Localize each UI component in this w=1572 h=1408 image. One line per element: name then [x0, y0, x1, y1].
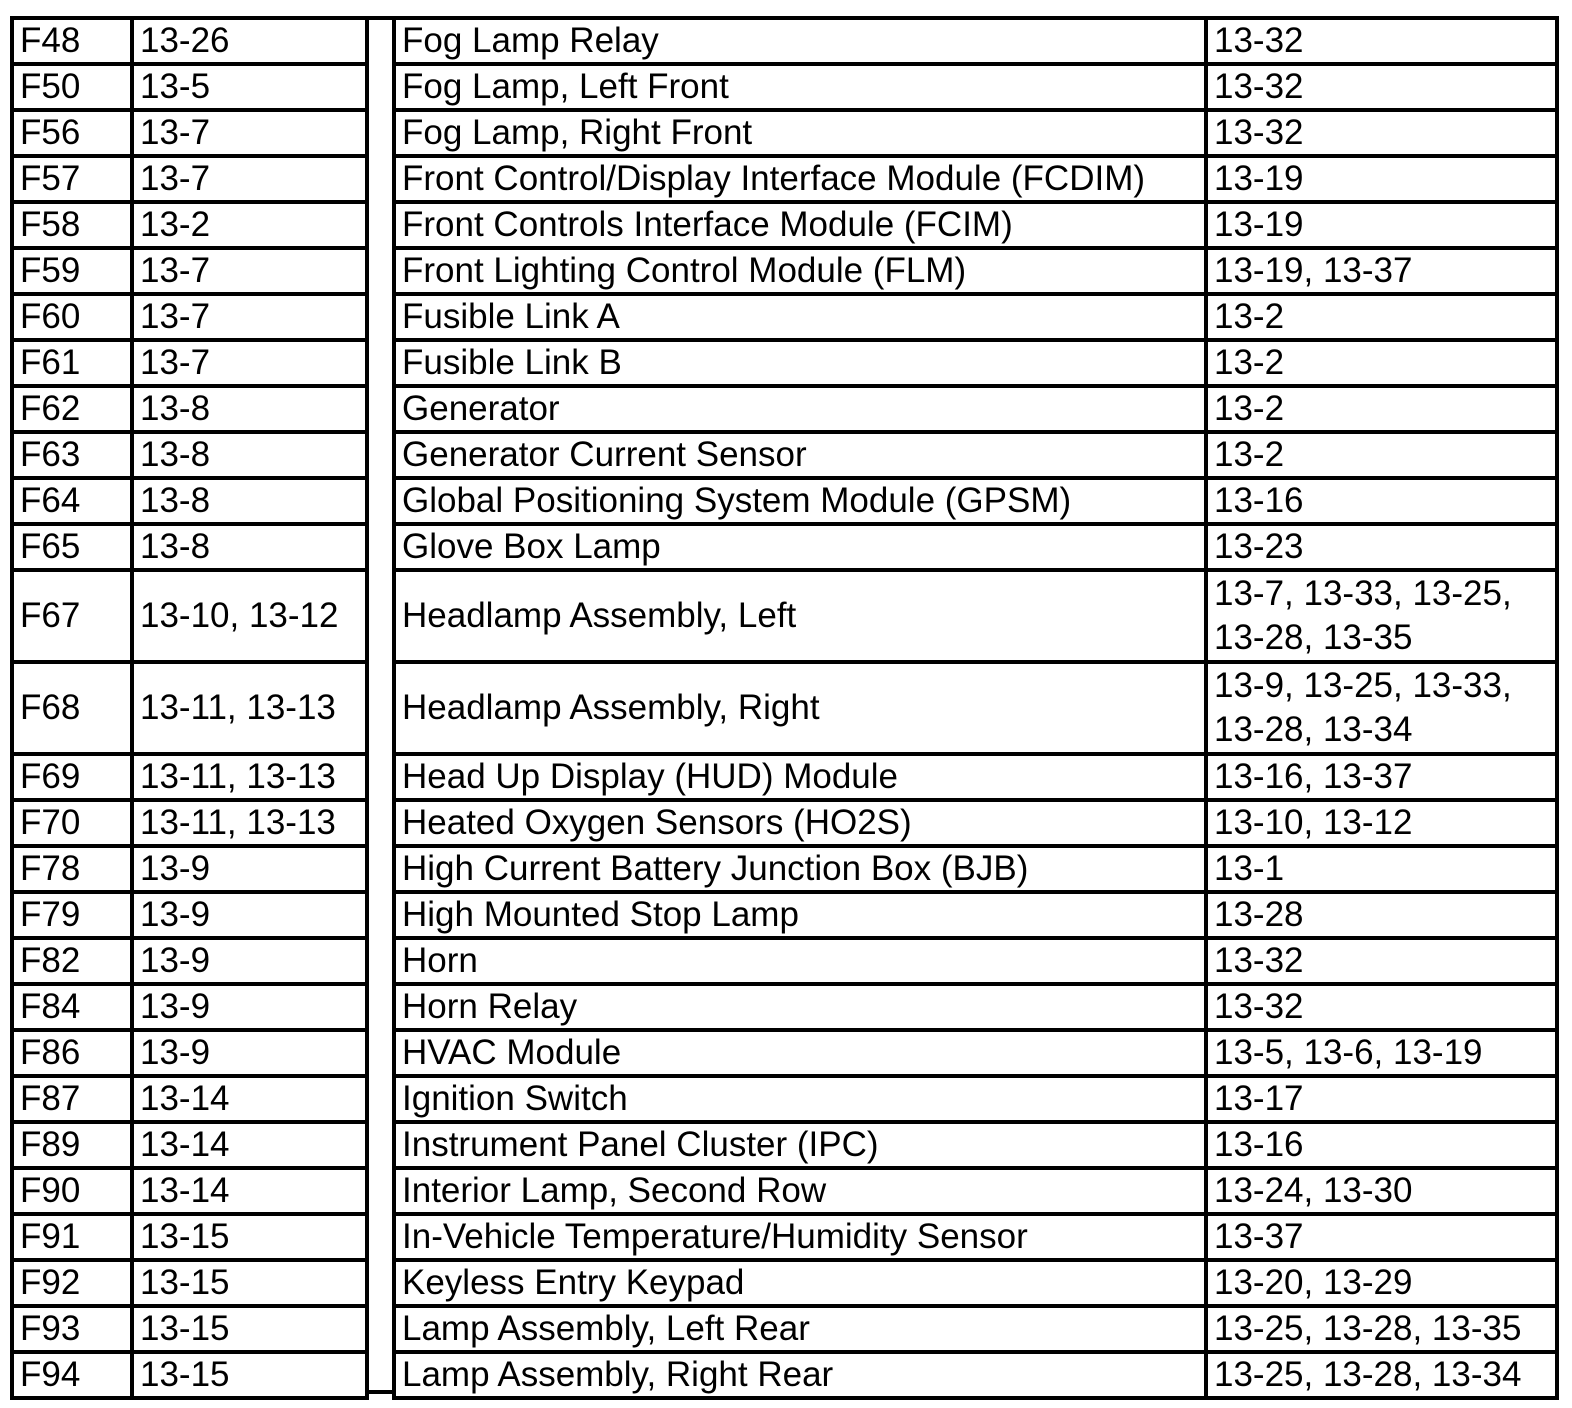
component-table-row — [394, 892, 1557, 938]
component-pages-cell: 13-2 — [1206, 340, 1557, 386]
fuse-page-cell: 13-15 — [132, 1306, 367, 1352]
fuse-page-cell: 13-7 — [132, 294, 367, 340]
fuse-page-cell: 13-14 — [132, 1168, 367, 1214]
fuse-page-cell: 13-15 — [132, 1352, 367, 1398]
fuse-cell: F65 — [12, 524, 132, 570]
fuse-table-row — [12, 984, 367, 1030]
fuse-cell: F91 — [12, 1214, 132, 1260]
component-table-row — [394, 294, 1557, 340]
fuse-table-row — [12, 202, 367, 248]
component-pages-cell: 13-37 — [1206, 1214, 1557, 1260]
component-name-cell: Front Control/Display Interface Module (FCDIM) — [394, 156, 1206, 202]
fuse-cell: F69 — [12, 754, 132, 800]
component-name-cell: Headlamp Assembly, Left — [394, 570, 1206, 662]
component-table-row — [394, 248, 1557, 294]
fuse-cell: F57 — [12, 156, 132, 202]
component-index-table — [392, 16, 1559, 1400]
component-table-row — [394, 64, 1557, 110]
component-pages-cell: 13-1 — [1206, 846, 1557, 892]
component-table-row — [394, 984, 1557, 1030]
fuse-cell: F48 — [12, 18, 132, 64]
component-name-cell: Fog Lamp Relay — [394, 18, 1206, 64]
component-name-cell: Keyless Entry Keypad — [394, 1260, 1206, 1306]
fuse-cell: F86 — [12, 1030, 132, 1076]
component-table-row — [394, 1214, 1557, 1260]
component-table-row — [394, 1306, 1557, 1352]
component-table-row — [394, 110, 1557, 156]
fuse-cell: F58 — [12, 202, 132, 248]
fuse-table-row — [12, 754, 367, 800]
component-name-cell: High Mounted Stop Lamp — [394, 892, 1206, 938]
fuse-cell: F60 — [12, 294, 132, 340]
fuse-cell: F84 — [12, 984, 132, 1030]
component-table-row — [394, 156, 1557, 202]
fuse-table-row — [12, 386, 367, 432]
component-pages-cell: 13-10, 13-12 — [1206, 800, 1557, 846]
component-pages-cell: 13-5, 13-6, 13-19 — [1206, 1030, 1557, 1076]
fuse-cell: F93 — [12, 1306, 132, 1352]
component-table-row — [394, 478, 1557, 524]
fuse-table-row — [12, 64, 367, 110]
component-pages-cell: 13-16, 13-37 — [1206, 754, 1557, 800]
fuse-table-row — [12, 156, 367, 202]
component-table-row — [394, 1168, 1557, 1214]
component-name-cell: In-Vehicle Temperature/Humidity Sensor — [394, 1214, 1206, 1260]
component-name-cell: Instrument Panel Cluster (IPC) — [394, 1122, 1206, 1168]
fuse-cell: F78 — [12, 846, 132, 892]
fuse-table-row — [12, 432, 367, 478]
component-name-cell: Front Lighting Control Module (FLM) — [394, 248, 1206, 294]
fuse-table-row — [12, 248, 367, 294]
component-name-cell: Fusible Link A — [394, 294, 1206, 340]
component-table-row — [394, 1076, 1557, 1122]
fuse-cell: F89 — [12, 1122, 132, 1168]
fuse-table-row — [12, 340, 367, 386]
fuse-page-cell: 13-8 — [132, 432, 367, 478]
component-pages-cell: 13-25, 13-28, 13-34 — [1206, 1352, 1557, 1398]
component-pages-cell: 13-16 — [1206, 478, 1557, 524]
column-gap — [365, 16, 392, 1394]
component-pages-cell: 13-19, 13-37 — [1206, 248, 1557, 294]
component-name-cell: Global Positioning System Module (GPSM) — [394, 478, 1206, 524]
component-pages-cell: 13-7, 13-33, 13-25, 13-28, 13-35 — [1206, 570, 1557, 662]
fuse-cell: F79 — [12, 892, 132, 938]
fuse-page-cell: 13-15 — [132, 1260, 367, 1306]
component-pages-cell: 13-24, 13-30 — [1206, 1168, 1557, 1214]
fuse-table-row — [12, 1352, 367, 1398]
component-table-row — [394, 524, 1557, 570]
component-name-cell: Fog Lamp, Right Front — [394, 110, 1206, 156]
fuse-table-row — [12, 570, 367, 662]
component-table-row — [394, 1260, 1557, 1306]
component-pages-cell: 13-32 — [1206, 938, 1557, 984]
fuse-table-row — [12, 938, 367, 984]
fuse-table-row — [12, 800, 367, 846]
component-pages-cell: 13-2 — [1206, 386, 1557, 432]
fuse-page-cell: 13-8 — [132, 524, 367, 570]
component-pages-cell: 13-25, 13-28, 13-35 — [1206, 1306, 1557, 1352]
fuse-table-row — [12, 1122, 367, 1168]
component-table-row — [394, 938, 1557, 984]
fuse-table-row — [12, 1030, 367, 1076]
fuse-table-row — [12, 892, 367, 938]
fuse-table-row — [12, 1306, 367, 1352]
component-pages-cell: 13-16 — [1206, 1122, 1557, 1168]
component-table-row — [394, 1352, 1557, 1398]
fuse-cell: F62 — [12, 386, 132, 432]
component-name-cell: Interior Lamp, Second Row — [394, 1168, 1206, 1214]
component-name-cell: Lamp Assembly, Right Rear — [394, 1352, 1206, 1398]
fuse-table-row — [12, 110, 367, 156]
component-pages-cell: 13-32 — [1206, 18, 1557, 64]
component-table-row — [394, 202, 1557, 248]
fuse-page-cell: 13-8 — [132, 478, 367, 524]
component-pages-cell: 13-2 — [1206, 432, 1557, 478]
fuse-cell: F63 — [12, 432, 132, 478]
component-name-cell: Fog Lamp, Left Front — [394, 64, 1206, 110]
component-pages-cell: 13-19 — [1206, 156, 1557, 202]
fuse-cell: F61 — [12, 340, 132, 386]
component-table-row — [394, 800, 1557, 846]
fuse-page-cell: 13-9 — [132, 892, 367, 938]
fuse-cell: F67 — [12, 570, 132, 662]
fuse-page-cell: 13-9 — [132, 1030, 367, 1076]
fuse-page-cell: 13-11, 13-13 — [132, 662, 367, 754]
fuse-cell: F70 — [12, 800, 132, 846]
fuse-page-cell: 13-7 — [132, 110, 367, 156]
fuse-cell: F50 — [12, 64, 132, 110]
fuse-page-cell: 13-14 — [132, 1122, 367, 1168]
fuse-page-cell: 13-10, 13-12 — [132, 570, 367, 662]
component-name-cell: Horn — [394, 938, 1206, 984]
component-table-row — [394, 386, 1557, 432]
fuse-page-cell: 13-5 — [132, 64, 367, 110]
component-name-cell: Headlamp Assembly, Right — [394, 662, 1206, 754]
fuse-table-row — [12, 524, 367, 570]
component-pages-cell: 13-23 — [1206, 524, 1557, 570]
component-table-row — [394, 1122, 1557, 1168]
component-pages-cell: 13-17 — [1206, 1076, 1557, 1122]
fuse-table-row — [12, 18, 367, 64]
component-name-cell: HVAC Module — [394, 1030, 1206, 1076]
fuse-page-cell: 13-7 — [132, 156, 367, 202]
component-table-row — [394, 340, 1557, 386]
fuse-table-row — [12, 1214, 367, 1260]
component-name-cell: Ignition Switch — [394, 1076, 1206, 1122]
component-pages-cell: 13-19 — [1206, 202, 1557, 248]
fuse-cell: F64 — [12, 478, 132, 524]
fuse-page-cell: 13-9 — [132, 938, 367, 984]
component-table-row — [394, 570, 1557, 662]
component-name-cell: High Current Battery Junction Box (BJB) — [394, 846, 1206, 892]
component-pages-cell: 13-9, 13-25, 13-33, 13-28, 13-34 — [1206, 662, 1557, 754]
fuse-page-cell: 13-8 — [132, 386, 367, 432]
fuse-table-row — [12, 1260, 367, 1306]
fuse-table-row — [12, 294, 367, 340]
fuse-cell: F94 — [12, 1352, 132, 1398]
component-table-row — [394, 1030, 1557, 1076]
fuse-cell: F92 — [12, 1260, 132, 1306]
fuse-page-cell: 13-9 — [132, 846, 367, 892]
component-name-cell: Lamp Assembly, Left Rear — [394, 1306, 1206, 1352]
fuse-table-row — [12, 846, 367, 892]
component-table-row — [394, 18, 1557, 64]
component-name-cell: Front Controls Interface Module (FCIM) — [394, 202, 1206, 248]
component-name-cell: Generator — [394, 386, 1206, 432]
component-table-row — [394, 432, 1557, 478]
fuse-cell: F56 — [12, 110, 132, 156]
component-pages-cell: 13-32 — [1206, 984, 1557, 1030]
fuse-cell: F68 — [12, 662, 132, 754]
fuse-table-row — [12, 1168, 367, 1214]
component-pages-cell: 13-28 — [1206, 892, 1557, 938]
component-pages-cell: 13-32 — [1206, 110, 1557, 156]
fuse-page-cell: 13-7 — [132, 248, 367, 294]
fuse-table-row — [12, 478, 367, 524]
component-name-cell: Glove Box Lamp — [394, 524, 1206, 570]
component-pages-cell: 13-20, 13-29 — [1206, 1260, 1557, 1306]
component-name-cell: Head Up Display (HUD) Module — [394, 754, 1206, 800]
component-table-row — [394, 662, 1557, 754]
component-name-cell: Fusible Link B — [394, 340, 1206, 386]
fuse-cell: F90 — [12, 1168, 132, 1214]
fuse-cell: F59 — [12, 248, 132, 294]
component-pages-cell: 13-32 — [1206, 64, 1557, 110]
fuse-page-cell: 13-2 — [132, 202, 367, 248]
component-name-cell: Horn Relay — [394, 984, 1206, 1030]
component-name-cell: Generator Current Sensor — [394, 432, 1206, 478]
fuse-page-cell: 13-9 — [132, 984, 367, 1030]
fuse-page-cell: 13-7 — [132, 340, 367, 386]
component-pages-cell: 13-2 — [1206, 294, 1557, 340]
fuse-page-cell: 13-15 — [132, 1214, 367, 1260]
component-table-row — [394, 846, 1557, 892]
fuse-page-cell: 13-11, 13-13 — [132, 800, 367, 846]
fuse-cell: F87 — [12, 1076, 132, 1122]
component-table-row — [394, 754, 1557, 800]
fuse-page-cell: 13-26 — [132, 18, 367, 64]
fuse-cell: F82 — [12, 938, 132, 984]
fuse-index-table — [10, 16, 369, 1400]
fuse-page-cell: 13-11, 13-13 — [132, 754, 367, 800]
fuse-table-row — [12, 662, 367, 754]
component-name-cell: Heated Oxygen Sensors (HO2S) — [394, 800, 1206, 846]
fuse-table-row — [12, 1076, 367, 1122]
index-page — [10, 16, 1555, 1394]
fuse-page-cell: 13-14 — [132, 1076, 367, 1122]
